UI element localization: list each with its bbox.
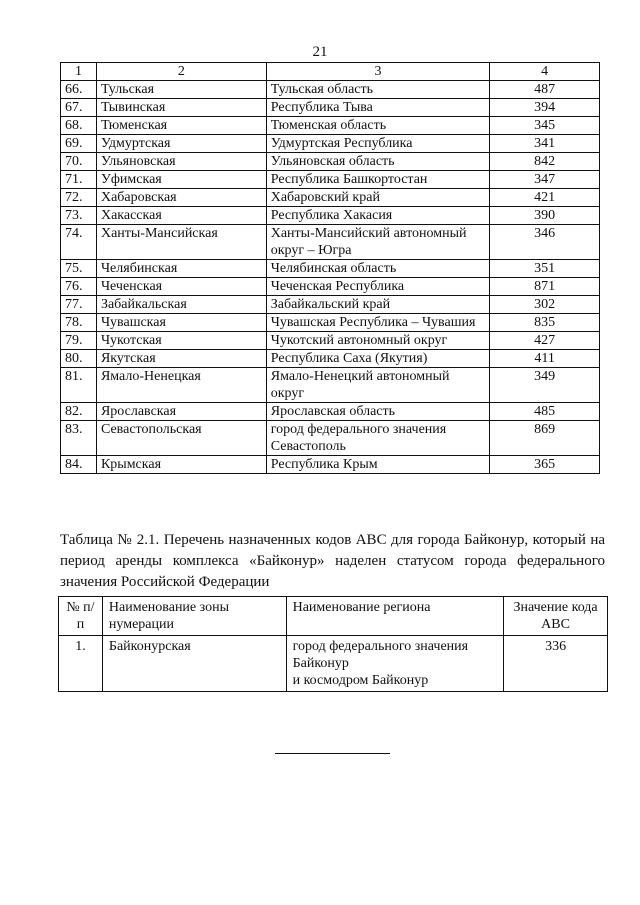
row-abc-code: 351	[490, 260, 600, 278]
row-region-name: Республика Хакасия	[266, 207, 490, 225]
row-region-name: Чеченская Республика	[266, 278, 490, 296]
table-row	[61, 189, 600, 207]
row-zone-name: Ульяновская	[96, 153, 266, 171]
row-zone-name: Тывинская	[96, 99, 266, 117]
table-row	[61, 135, 600, 153]
row-region-name: Чукотский автономный округ	[266, 332, 490, 350]
row-number: 67.	[61, 99, 97, 117]
row-region-name: Республика Башкортостан	[266, 171, 490, 189]
row-num: 1.	[59, 636, 103, 692]
row-number: 69.	[61, 135, 97, 153]
row-abc-code: 487	[490, 81, 600, 99]
table-row	[61, 350, 600, 368]
row-abc-code: 835	[490, 314, 600, 332]
row-zone: Байконурская	[102, 636, 286, 692]
row-zone-name: Ярославская	[96, 403, 266, 421]
table-row	[61, 278, 600, 296]
row-zone-name: Ямало-Ненецкая	[96, 368, 266, 403]
table-row	[61, 99, 600, 117]
header-region: Наименование региона	[286, 597, 504, 636]
row-zone-name: Забайкальская	[96, 296, 266, 314]
row-region-line-1: город федерального значения Байконур	[292, 639, 469, 671]
codes-table-body	[61, 81, 600, 474]
table-row	[61, 403, 600, 421]
row-abc-code: 869	[490, 421, 600, 456]
page-number: 21	[312, 44, 328, 60]
codes-table-header-row	[61, 63, 600, 81]
row-zone-name: Тюменская	[96, 117, 266, 135]
row-number: 76.	[61, 278, 97, 296]
table-row	[61, 207, 600, 225]
row-abc-code: 302	[490, 296, 600, 314]
row-abc-code: 842	[490, 153, 600, 171]
col-header-4: 4	[490, 63, 600, 81]
row-region	[286, 636, 504, 692]
row-zone-name: Ханты-Мансийская	[96, 225, 266, 260]
row-number: 84.	[61, 456, 97, 474]
row-number: 66.	[61, 81, 97, 99]
row-zone-name: Хакасская	[96, 207, 266, 225]
row-abc-code: 341	[490, 135, 600, 153]
row-region-line-2: и космодром Байконур	[292, 673, 429, 688]
row-region-name: Тюменская область	[266, 117, 490, 135]
row-region-name: Чувашская Республика – Чувашия	[266, 314, 490, 332]
header-zone: Наименование зоны нумерации	[102, 597, 286, 636]
table-row	[59, 636, 608, 692]
abc-codes-table	[60, 62, 600, 474]
row-region-name: Ярославская область	[266, 403, 490, 421]
row-abc-code: 421	[490, 189, 600, 207]
row-number: 75.	[61, 260, 97, 278]
row-abc-code: 411	[490, 350, 600, 368]
row-region-name: Тульская область	[266, 81, 490, 99]
row-region-name: Челябинская область	[266, 260, 490, 278]
row-zone-name: Крымская	[96, 456, 266, 474]
row-number: 68.	[61, 117, 97, 135]
row-region-name: Удмуртская Республика	[266, 135, 490, 153]
row-number: 73.	[61, 207, 97, 225]
row-region-name: Ульяновская область	[266, 153, 490, 171]
row-abc-code: 365	[490, 456, 600, 474]
row-region-name: Республика Тыва	[266, 99, 490, 117]
row-abc-code: 871	[490, 278, 600, 296]
row-abc-code: 427	[490, 332, 600, 350]
row-zone-name: Чукотская	[96, 332, 266, 350]
row-region-name: Ямало-Ненецкий автономный округ	[266, 368, 490, 403]
row-region-name: Хабаровский край	[266, 189, 490, 207]
row-abc-code: 394	[490, 99, 600, 117]
col-header-3: 3	[266, 63, 490, 81]
row-number: 72.	[61, 189, 97, 207]
row-zone-name: Якутская	[96, 350, 266, 368]
row-zone-name: Уфимская	[96, 171, 266, 189]
baikonur-header-row	[59, 597, 608, 636]
row-abc-code: 346	[490, 225, 600, 260]
row-number: 70.	[61, 153, 97, 171]
row-number: 78.	[61, 314, 97, 332]
baikonur-table	[58, 596, 608, 692]
row-number: 77.	[61, 296, 97, 314]
table-row	[61, 368, 600, 403]
table-row	[61, 296, 600, 314]
row-abc-code: 345	[490, 117, 600, 135]
table-row	[61, 117, 600, 135]
header-code: Значение кода АВС	[504, 597, 608, 636]
table-row	[61, 225, 600, 260]
table-row	[61, 153, 600, 171]
row-zone-name: Чувашская	[96, 314, 266, 332]
footer-divider	[275, 753, 390, 754]
row-abc-code: 349	[490, 368, 600, 403]
row-zone-name: Севастопольская	[96, 421, 266, 456]
row-number: 71.	[61, 171, 97, 189]
row-number: 82.	[61, 403, 97, 421]
col-header-2: 2	[96, 63, 266, 81]
row-abc-code: 485	[490, 403, 600, 421]
table-row	[61, 260, 600, 278]
table-row	[61, 81, 600, 99]
row-code: 336	[504, 636, 608, 692]
row-abc-code: 347	[490, 171, 600, 189]
row-zone-name: Хабаровская	[96, 189, 266, 207]
table-2-1-caption: Таблица № 2.1. Перечень назначенных кодов АВС для города Байконур, который на период аренды комплекса «Байконур» наделен статусом города федерального значения Российской Федерации	[60, 532, 605, 590]
row-number: 74.	[61, 225, 97, 260]
table-row	[61, 421, 600, 456]
row-region-name: Ханты-Мансийский автономный округ – Югра	[266, 225, 490, 260]
row-number: 81.	[61, 368, 97, 403]
row-abc-code: 390	[490, 207, 600, 225]
row-region-name: Республика Крым	[266, 456, 490, 474]
row-number: 79.	[61, 332, 97, 350]
table-row	[61, 332, 600, 350]
col-header-1: 1	[61, 63, 97, 81]
table-row	[61, 456, 600, 474]
row-number: 80.	[61, 350, 97, 368]
row-zone-name: Челябинская	[96, 260, 266, 278]
header-num: № п/п	[59, 597, 103, 636]
row-region-name: Республика Саха (Якутия)	[266, 350, 490, 368]
row-region-name: Забайкальский край	[266, 296, 490, 314]
row-region-name: город федерального значения Севастополь	[266, 421, 490, 456]
table-row	[61, 314, 600, 332]
table-row	[61, 171, 600, 189]
row-zone-name: Чеченская	[96, 278, 266, 296]
row-zone-name: Тульская	[96, 81, 266, 99]
row-number: 83.	[61, 421, 97, 456]
row-zone-name: Удмуртская	[96, 135, 266, 153]
